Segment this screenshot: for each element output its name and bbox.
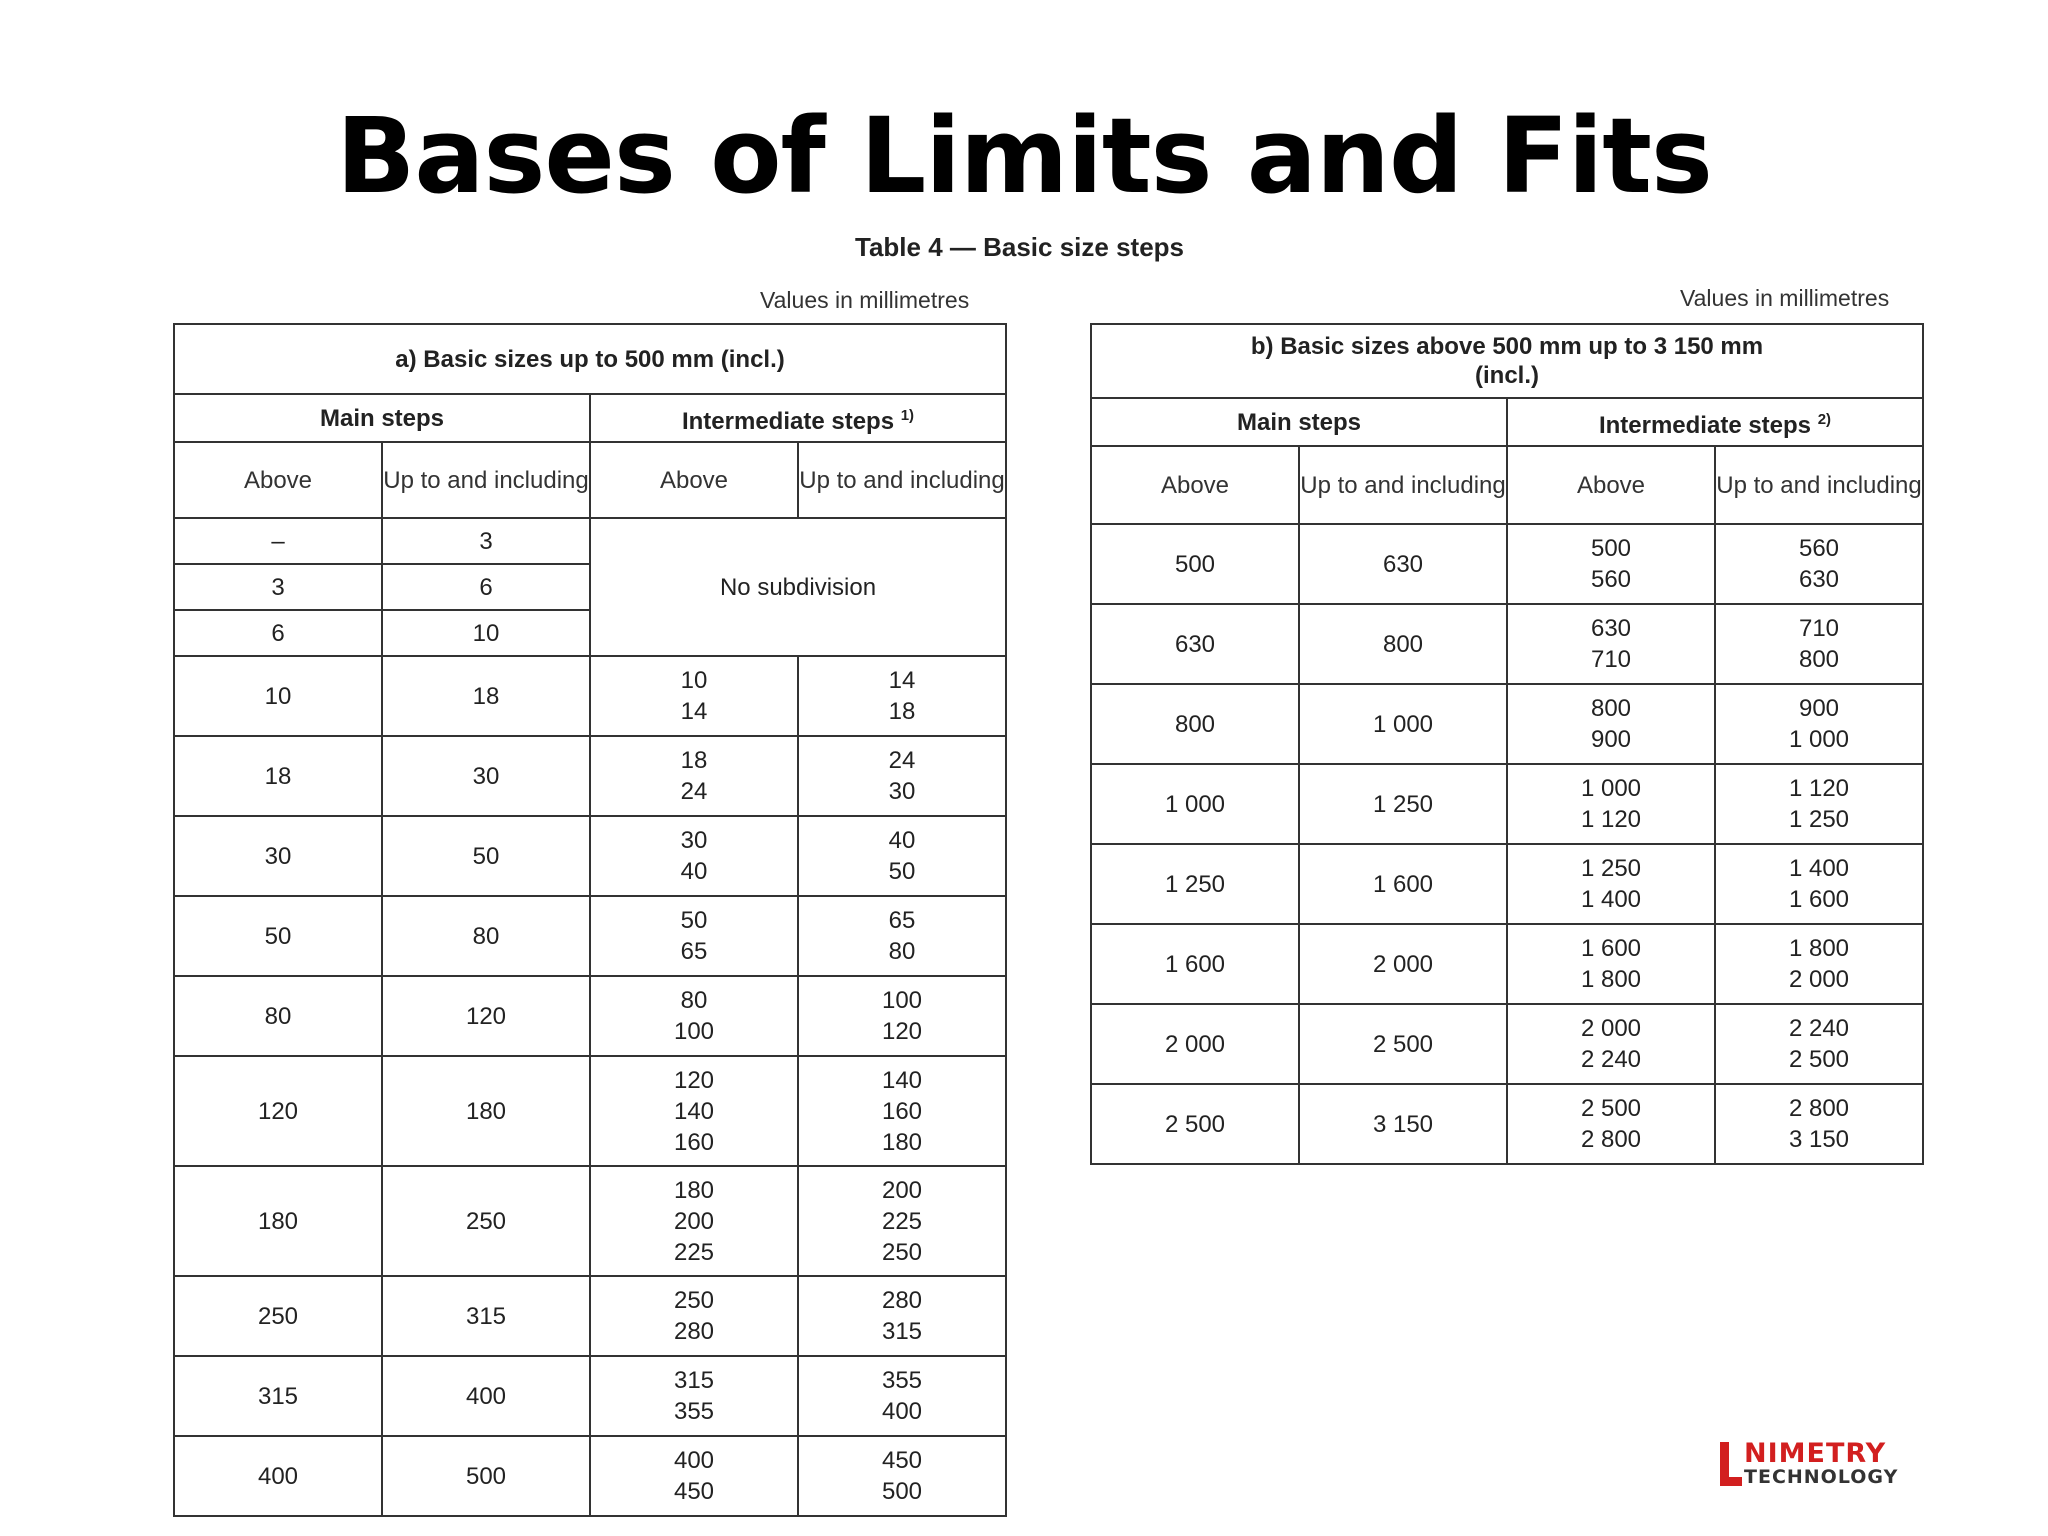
intermediate-above-cell	[1507, 524, 1715, 604]
step-value: 400	[673, 1447, 715, 1474]
intermediate-upto-cell	[798, 1166, 1006, 1276]
main-upto-cell: 18	[382, 656, 590, 736]
table-caption: Table 4 — Basic size steps	[855, 232, 1184, 262]
step-value: 160	[673, 1128, 715, 1156]
intermediate-upto-cell	[798, 816, 1006, 896]
table-row	[174, 1056, 1006, 1166]
step-value: 65	[680, 938, 708, 965]
table-row	[174, 896, 1006, 976]
intermediate-above-cell	[1507, 1084, 1715, 1164]
step-value: 30	[888, 778, 916, 805]
step-value: 140	[881, 1066, 923, 1094]
intermediate-upto-cell	[798, 976, 1006, 1056]
step-value: 355	[673, 1398, 715, 1425]
step-value: 500	[1590, 535, 1632, 562]
step-value: 24	[680, 778, 708, 805]
main-upto-cell: 250	[382, 1166, 590, 1276]
table-row	[174, 816, 1006, 896]
step-value: 800	[1590, 695, 1632, 722]
step-value: 225	[673, 1238, 715, 1266]
intermediate-above-cell	[590, 1166, 798, 1276]
step-value: 1 800	[1580, 966, 1642, 993]
main-above-cell: –	[174, 518, 382, 564]
table-row	[174, 1166, 1006, 1276]
basic-sizes-table-b	[1090, 323, 1924, 1165]
step-value: 1 250	[1788, 806, 1850, 833]
intermediate-above-cell	[590, 1356, 798, 1436]
step-value: 225	[881, 1207, 923, 1235]
step-value: 2 000	[1580, 1015, 1642, 1042]
intermediate-upto-cell	[1715, 1084, 1923, 1164]
step-value: 1 600	[1788, 886, 1850, 913]
step-value: 1 120	[1788, 775, 1850, 802]
intermediate-above-cell	[1507, 844, 1715, 924]
step-value: 400	[881, 1398, 923, 1425]
logo-text-line2: TECHNOLOGY	[1744, 1466, 1899, 1488]
table-row	[1091, 1004, 1923, 1084]
step-value: 315	[673, 1367, 715, 1394]
main-above-cell: 18	[174, 736, 382, 816]
main-above-cell: 2 000	[1091, 1004, 1299, 1084]
intermediate-upto-cell	[1715, 1004, 1923, 1084]
table-row	[1091, 924, 1923, 1004]
step-value: 80	[888, 938, 916, 965]
step-value: 180	[881, 1128, 923, 1156]
step-value: 560	[1590, 566, 1632, 593]
step-value: 710	[1590, 646, 1632, 673]
intermediate-upto-cell	[798, 656, 1006, 736]
main-upto-cell: 3 150	[1299, 1084, 1507, 1164]
step-value: 450	[881, 1447, 923, 1474]
main-upto-cell: 2 500	[1299, 1004, 1507, 1084]
intermediate-upto-cell	[798, 1276, 1006, 1356]
step-value: 2 800	[1580, 1126, 1642, 1153]
step-value: 280	[881, 1287, 923, 1314]
step-value: 1 600	[1580, 935, 1642, 962]
intermediate-above-cell	[590, 976, 798, 1056]
table-a-intermediate-steps-header	[590, 394, 1006, 442]
main-upto-cell: 50	[382, 816, 590, 896]
main-above-cell: 3	[174, 564, 382, 610]
main-upto-cell: 315	[382, 1276, 590, 1356]
step-value: 1 000	[1788, 726, 1850, 753]
step-value: 2 240	[1788, 1015, 1850, 1042]
intermediate-above-cell	[590, 1056, 798, 1166]
intermediate-above-cell	[1507, 1004, 1715, 1084]
table-row	[174, 518, 1006, 564]
table-b-col-intermediate-upto: Up to and including	[1715, 446, 1923, 524]
step-value: 2 500	[1580, 1095, 1642, 1122]
step-value: 140	[673, 1097, 715, 1125]
units-label-a: Values in millimetres	[760, 287, 970, 313]
main-above-cell: 630	[1091, 604, 1299, 684]
basic-sizes-table-a	[173, 323, 1007, 1517]
step-value: 50	[888, 858, 916, 885]
main-upto-cell: 3	[382, 518, 590, 564]
step-value: 100	[881, 987, 923, 1014]
intermediate-upto-cell	[798, 1436, 1006, 1516]
step-value: 14	[680, 698, 708, 725]
intermediate-above-cell	[590, 656, 798, 736]
main-above-cell: 500	[1091, 524, 1299, 604]
slide-title: Bases of Limits and Fits	[336, 95, 1712, 217]
intermediate-above-cell	[1507, 604, 1715, 684]
intermediate-upto-cell	[798, 896, 1006, 976]
step-value: 10	[680, 667, 708, 694]
step-value: 120	[673, 1066, 715, 1094]
table-row	[174, 736, 1006, 816]
main-upto-cell: 500	[382, 1436, 590, 1516]
table-b-intermediate-steps-header	[1507, 398, 1923, 446]
main-above-cell: 10	[174, 656, 382, 736]
table-b-main-steps-header: Main steps	[1091, 398, 1507, 446]
main-upto-cell: 1 000	[1299, 684, 1507, 764]
step-value: 315	[881, 1318, 923, 1345]
main-upto-cell: 1 250	[1299, 764, 1507, 844]
step-value: 24	[888, 747, 916, 774]
main-above-cell: 30	[174, 816, 382, 896]
table-b-col-above: Above	[1091, 446, 1299, 524]
main-above-cell: 1 000	[1091, 764, 1299, 844]
main-above-cell: 1 600	[1091, 924, 1299, 1004]
step-value: 1 400	[1788, 855, 1850, 882]
intermediate-above-cell	[590, 1276, 798, 1356]
step-value: 30	[680, 827, 708, 854]
intermediate-upto-cell	[1715, 764, 1923, 844]
step-value: 2 240	[1580, 1046, 1642, 1073]
table-a-main-steps-header: Main steps	[174, 394, 590, 442]
step-value: 710	[1798, 615, 1840, 642]
no-subdivision-cell: No subdivision	[590, 518, 1006, 656]
step-value: 355	[881, 1367, 923, 1394]
intermediate-above-cell	[1507, 924, 1715, 1004]
step-value: 40	[680, 858, 708, 885]
table-b-footnote-mark: 2)	[1817, 410, 1832, 428]
table-row	[1091, 844, 1923, 924]
main-upto-cell: 180	[382, 1056, 590, 1166]
step-value: 900	[1590, 726, 1632, 753]
main-above-cell: 120	[174, 1056, 382, 1166]
main-above-cell: 80	[174, 976, 382, 1056]
step-value: 160	[881, 1097, 923, 1125]
step-value: 2 500	[1788, 1046, 1850, 1073]
main-above-cell: 250	[174, 1276, 382, 1356]
main-upto-cell: 30	[382, 736, 590, 816]
logo-text-line1: NIMETRY	[1744, 1438, 1887, 1469]
table-a-col-above: Above	[174, 442, 382, 518]
table-row	[1091, 764, 1923, 844]
main-upto-cell: 6	[382, 564, 590, 610]
step-value: 80	[680, 987, 708, 1014]
step-value: 500	[881, 1478, 923, 1505]
step-value: 250	[673, 1287, 715, 1314]
table-b-col-intermediate-above: Above	[1507, 446, 1715, 524]
main-upto-cell: 400	[382, 1356, 590, 1436]
table-a-col-upto: Up to and including	[382, 442, 590, 518]
units-label-b: Values in millimetres	[1680, 285, 1890, 311]
step-value: 560	[1798, 535, 1840, 562]
main-above-cell: 1 250	[1091, 844, 1299, 924]
step-value: 1 000	[1580, 775, 1642, 802]
table-a-intermediate-steps-label: Intermediate steps	[681, 407, 895, 435]
step-value: 1 800	[1788, 935, 1850, 962]
intermediate-above-cell	[1507, 684, 1715, 764]
step-value: 3 150	[1788, 1126, 1850, 1153]
step-value: 100	[673, 1018, 715, 1045]
intermediate-above-cell	[590, 896, 798, 976]
table-a-title: a) Basic sizes up to 500 mm (incl.)	[174, 324, 1006, 394]
step-value: 250	[881, 1238, 923, 1266]
table-row	[174, 1436, 1006, 1516]
table-row	[1091, 524, 1923, 604]
step-value: 1 400	[1580, 886, 1642, 913]
main-upto-cell: 1 600	[1299, 844, 1507, 924]
step-value: 200	[881, 1176, 923, 1204]
main-above-cell: 180	[174, 1166, 382, 1276]
main-upto-cell: 630	[1299, 524, 1507, 604]
step-value: 200	[673, 1207, 715, 1235]
table-row	[1091, 684, 1923, 764]
step-value: 18	[888, 698, 916, 725]
main-above-cell: 50	[174, 896, 382, 976]
intermediate-upto-cell	[1715, 684, 1923, 764]
step-value: 450	[673, 1478, 715, 1505]
unimetry-logo	[1720, 1438, 1960, 1488]
logo-mark-icon	[1720, 1442, 1742, 1486]
main-upto-cell: 80	[382, 896, 590, 976]
intermediate-upto-cell	[1715, 844, 1923, 924]
intermediate-upto-cell	[798, 1356, 1006, 1436]
step-value: 50	[680, 907, 708, 934]
step-value: 180	[673, 1176, 715, 1204]
step-value: 630	[1798, 566, 1840, 593]
table-row	[174, 1276, 1006, 1356]
intermediate-above-cell	[590, 1436, 798, 1516]
intermediate-upto-cell	[1715, 604, 1923, 684]
step-value: 14	[888, 667, 916, 694]
table-b-col-upto: Up to and including	[1299, 446, 1507, 524]
table-row	[1091, 1084, 1923, 1164]
main-upto-cell: 800	[1299, 604, 1507, 684]
intermediate-above-cell	[590, 816, 798, 896]
step-value: 40	[888, 827, 916, 854]
table-a-col-intermediate-upto: Up to and including	[798, 442, 1006, 518]
step-value: 2 800	[1788, 1095, 1850, 1122]
step-value: 65	[888, 907, 916, 934]
step-value: 280	[673, 1318, 715, 1345]
step-value: 2 000	[1788, 966, 1850, 993]
table-a-footnote-mark: 1)	[900, 406, 915, 424]
table-a-col-intermediate-above: Above	[590, 442, 798, 518]
intermediate-upto-cell	[798, 736, 1006, 816]
table-row	[1091, 604, 1923, 684]
intermediate-upto-cell	[1715, 924, 1923, 1004]
intermediate-upto-cell	[1715, 524, 1923, 604]
intermediate-above-cell	[1507, 764, 1715, 844]
table-b-title: b) Basic sizes above 500 mm up to 3 150 mm (incl.)	[1091, 324, 1923, 398]
step-value: 120	[881, 1018, 923, 1045]
table-row	[174, 656, 1006, 736]
table-row	[174, 976, 1006, 1056]
main-above-cell: 400	[174, 1436, 382, 1516]
step-value: 630	[1590, 615, 1632, 642]
main-above-cell: 6	[174, 610, 382, 656]
step-value: 18	[680, 747, 708, 774]
intermediate-upto-cell	[798, 1056, 1006, 1166]
table-b-intermediate-steps-label: Intermediate steps	[1598, 411, 1812, 439]
step-value: 1 250	[1580, 855, 1642, 882]
main-upto-cell: 120	[382, 976, 590, 1056]
intermediate-above-cell	[590, 736, 798, 816]
main-upto-cell: 10	[382, 610, 590, 656]
main-above-cell: 315	[174, 1356, 382, 1436]
main-above-cell: 800	[1091, 684, 1299, 764]
main-above-cell: 2 500	[1091, 1084, 1299, 1164]
step-value: 1 120	[1580, 806, 1642, 833]
table-row	[174, 1356, 1006, 1436]
step-value: 900	[1798, 695, 1840, 722]
main-upto-cell: 2 000	[1299, 924, 1507, 1004]
step-value: 800	[1798, 646, 1840, 673]
